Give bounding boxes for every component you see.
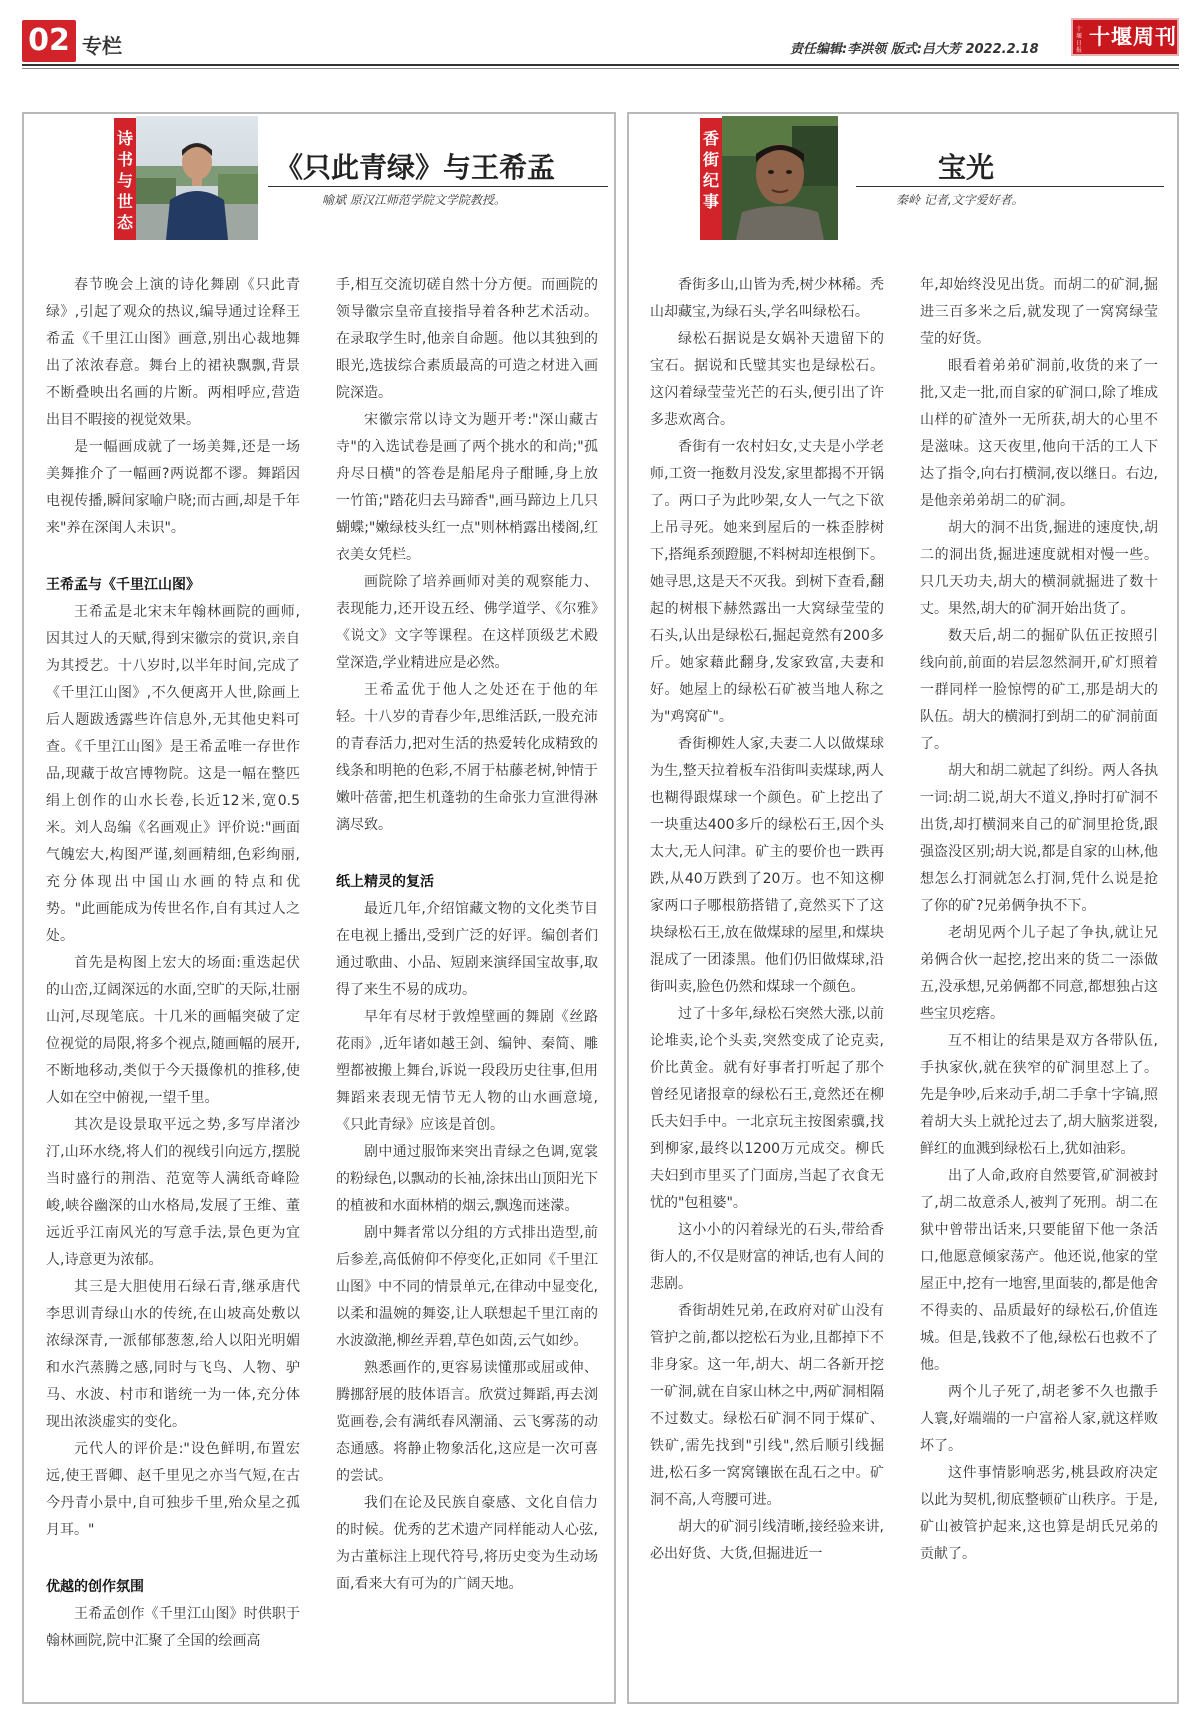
right-column-tag: 香街纪事	[700, 118, 722, 240]
paragraph: 王希孟是北宋末年翰林画院的画师,因其过人的天赋,得到宋徽宗的赏识,亲自为其授艺。十八岁时,以半年时间,完成了《千里江山图》,不久便离开人世,除画上后人题跋透露些许信息外,无其他史料可查。《千里江山图》是王希孟唯一存世作品,现藏于故宫博物院。这是一幅在整匹绢上创作的山水长卷,长近12米,宽0.5米。刘人岛编《名画观止》评价说:"画面气魄宏大,构图严谨,刻画精细,色彩绚丽,充分体现出中国山水画的特点和优势。"此画能成为传世名作,自有其过人之处。	[46, 604, 300, 944]
right-title-rule	[856, 186, 1164, 187]
paragraph: 剧中通过服饰来突出青绿之色调,宽裳的粉绿色,以飘动的长袖,涂抹出山顶阳光下的植被和水面林梢的烟云,飘逸而迷濛。	[336, 1144, 598, 1214]
masthead-subname: 十堰日报	[1076, 26, 1083, 54]
right-article-title: 宝光	[938, 151, 995, 184]
paragraph: 胡大的洞不出货,掘进的速度快,胡二的洞出货,掘进速度就相对慢一些。只几天功夫,胡大的横洞就掘进了数十丈。果然,胡大的矿洞开始出货了。	[920, 520, 1158, 617]
paragraph: 其次是设景取平远之势,多写岸渚沙汀,山环水绕,将人们的视线引向远方,摆脱当时盛行的荆浩、范宽等人满纸奇峰险峻,峡谷幽深的山水格局,发展了王维、董远近乎江南风光的写意手法,景色更为宜人,诗意更为浓郁。	[46, 1117, 300, 1268]
masthead-name: 十堰周刊	[1089, 24, 1177, 49]
section-title: 专栏	[82, 34, 122, 58]
paragraph: 熟悉画作的,更容易读懂那或屈或伸、腾挪舒展的肢体语言。欣赏过舞蹈,再去浏览画卷,会有满纸春风潮涌、云飞雾荡的动态通感。将静止物象活化,这应是一次可喜的尝试。	[336, 1360, 598, 1484]
paragraph: 宋徽宗常以诗文为题开考:"深山藏古寺"的入选试卷是画了两个挑水的和尚;"孤舟尽日横"的答卷是船尾舟子酣睡,身上放一竹笛;"踏花归去马蹄香",画马蹄边上几只蝴蝶;"嫩绿枝头红一点"则林梢露出楼阁,红衣美女凭栏。	[336, 412, 598, 563]
author-photo-left	[136, 116, 258, 240]
paragraph: 剧中舞者常以分组的方式排出造型,前后参差,高低俯仰不停变化,正如同《千里江山图》中不同的情景单元,在律动中显变化,以柔和温婉的舞姿,让人联想起千里江南的水波潋滟,柳丝弄碧,草色如茵,云气如纱。	[336, 1225, 598, 1349]
paragraph: 这小小的闪着绿光的石头,带给香街人的,不仅是财富的神话,也有人间的悲剧。	[650, 1222, 884, 1292]
left-article-byline: 喻斌 原汉江师范学院文学院教授。	[322, 193, 506, 207]
paragraph: 胡大和胡二就起了纠纷。两人各执一词:胡二说,胡大不道义,挣时打矿洞不出货,却打横洞来自己的矿洞里抢货,跟强盗没区别;胡大说,都是自家的山林,他想怎么打洞就怎么打洞,凭什么说是抢了你的矿?兄弟俩争执不下。	[920, 763, 1158, 914]
paragraph: 是一幅画成就了一场美舞,还是一场美舞推介了一幅画?两说都不谬。舞蹈因电视传播,瞬间家喻户晓;而古画,却是千年来"养在深闺人未识"。	[46, 439, 300, 536]
paragraph: 首先是构图上宏大的场面:重迭起伏的山峦,辽阔深远的水面,空旷的天际,壮丽山河,尽现笔底。十几米的画幅突破了定位视觉的局限,将多个视点,随画幅的展开,不断地移动,类似于今天摄像机的推移,使人如在空中俯视,一望千里。	[46, 955, 300, 1106]
paragraph: 香街有一农村妇女,丈夫是小学老师,工资一拖数月没发,家里都揭不开锅了。两口子为此吵架,女人一气之下欲上吊寻死。她来到屋后的一株歪脖树下,搭绳系颈蹬腿,不料树却连根倒下。她寻思,这是天不灭我。到树下查看,翻起的树根下赫然露出一大窝绿莹莹的石头,认出是绿松石,掘起竟然有200多斤。她家藉此翻身,发家致富,夫妻和好。她屋上的绿松石矿被当地人称之为"鸡窝矿"。	[650, 439, 884, 725]
paragraph: 老胡见两个儿子起了争执,就让兄弟俩合伙一起挖,挖出来的货二一添做五,没承想,兄弟俩都不同意,都想独占这些宝贝疙瘩。	[920, 925, 1158, 1022]
paragraph: 数天后,胡二的掘矿队伍正按照引线向前,前面的岩层忽然洞开,矿灯照着一群同样一脸惊愕的矿工,那是胡大的队伍。胡大的横洞打到胡二的矿洞前面了。	[920, 628, 1158, 752]
left-article-title: 《只此青绿》与王希孟	[275, 151, 556, 184]
paragraph: 画院除了培养画师对美的观察能力、表现能力,还开设五经、佛学道学、《尔雅》《说文》文字等课程。在这样顶级艺术殿堂深造,学业精进应是必然。	[336, 574, 598, 671]
masthead-logo	[1071, 18, 1179, 56]
right-article-column-2	[920, 272, 1158, 1568]
paragraph: 春节晚会上演的诗化舞剧《只此青绿》,引起了观众的热议,编导通过诠释王希孟《千里江山图》画意,别出心裁地舞出了浓浓春意。舞台上的裙袂飘飘,背景不断叠映出名画的片断。两相呼应,营造出目不暇接的视觉效果。	[46, 277, 300, 428]
paragraph: 年,却始终没见出货。而胡二的矿洞,掘进三百多米之后,就发现了一窝窝绿莹莹的好货。	[920, 277, 1158, 347]
paragraph: 王希孟创作《千里江山图》时供职于翰林画院,院中汇聚了全国的绘画高	[46, 1606, 300, 1649]
paragraph: 香街多山,山皆为秃,树少林稀。秃山却藏宝,为绿石头,学名叫绿松石。	[650, 277, 884, 320]
paragraph: 两个儿子死了,胡老爹不久也撒手人寰,好端端的一户富裕人家,就这样败坏了。	[920, 1384, 1158, 1454]
right-article-column-1	[650, 272, 884, 1568]
editor-credits: 责任编辑:李洪领 版式:吕大芳 2022.2.18	[790, 42, 1039, 57]
portrait-image	[722, 116, 838, 240]
subheading: 纸上精灵的复活	[336, 874, 434, 890]
paragraph: 手,相互交流切磋自然十分方便。而画院的领导徽宗皇帝直接指导着各种艺术活动。在录取学生时,他亲自命题。他以其独到的眼光,选拔综合素质最高的可造之材进入画院深造。	[336, 277, 598, 401]
left-article-column-1	[46, 272, 300, 1655]
paragraph: 这件事情影响恶劣,桃县政府决定以此为契机,彻底整顿矿山秩序。于是,矿山被管护起来,这也算是胡氏兄弟的贡献了。	[920, 1465, 1158, 1562]
paragraph: 胡大的矿洞引线清晰,接经验来讲,必出好货、大货,但掘进近一	[650, 1519, 884, 1562]
paragraph: 最近几年,介绍馆藏文物的文化类节目在电视上播出,受到广泛的好评。编创者们通过歌曲、小品、短剧来演绎国宝故事,取得了来生不易的成功。	[336, 901, 598, 998]
paragraph: 元代人的评价是:"设色鲜明,布置宏远,使王晋卿、赵千里见之亦当气短,在古今丹青小景中,自可独步千里,殆众星之孤月耳。"	[46, 1441, 300, 1538]
left-column-tag: 诗书与世态	[114, 118, 136, 240]
paragraph: 互不相让的结果是双方各带队伍,手执家伙,就在狭窄的矿洞里怼上了。先是争吵,后来动手,胡二手拿十字镐,照着胡大头上就抡过去了,胡大脑浆迸裂,鲜红的血溅到绿松石上,犹如油彩。	[920, 1033, 1158, 1157]
paragraph: 出了人命,政府自然要管,矿洞被封了,胡二故意杀人,被判了死刑。胡二在狱中曾带出话来,只要能留下他一条活口,他愿意倾家荡产。他还说,他家的堂屋正中,挖有一地窖,里面装的,都是他舍不得卖的、品质最好的绿松石,价值连城。但是,钱救不了他,绿松石也救不了他。	[920, 1168, 1158, 1373]
author-photo-right	[722, 116, 838, 240]
right-article-byline: 秦岭 记者,文字爱好者。	[896, 193, 1024, 207]
subheading: 王希孟与《千里江山图》	[46, 577, 200, 593]
portrait-image	[136, 116, 258, 240]
paragraph: 其三是大胆使用石绿石青,继承唐代李思训青绿山水的传统,在山坡高处敷以浓绿深青,一派郁郁葱葱,给人以阳光明媚和水汽蒸腾之感,同时与飞鸟、人物、驴马、水波、村市和谐统一为一体,充分体现出浓淡虚实的变化。	[46, 1279, 300, 1430]
paragraph: 眼看着弟弟矿洞前,收货的来了一批,又走一批,而自家的矿洞口,除了堆成山样的矿渣外一无所获,胡大的心里不是滋味。这天夜里,他向干活的工人下达了指令,向右打横洞,夜以继日。右边,是他亲弟弟胡二的矿洞。	[920, 358, 1158, 509]
paragraph: 绿松石据说是女娲补天遗留下的宝石。据说和氏璧其实也是绿松石。这闪着绿莹莹光芒的石头,便引出了许多悲欢离合。	[650, 331, 884, 428]
paragraph: 香街胡姓兄弟,在政府对矿山没有管护之前,都以挖松石为业,且都掉下不非身家。这一年,胡大、胡二各新开挖一矿洞,就在自家山林之中,两矿洞相隔不过数丈。绿松石矿洞不同于煤矿、铁矿,需先找到"引线",然后顺引线掘进,松石多一窝窝镶嵌在乱石之中。矿洞不高,人弯腰可进。	[650, 1303, 884, 1508]
paragraph: 香街柳姓人家,夫妻二人以做煤球为生,整天拉着板车沿街叫卖煤球,两人也糊得跟煤球一个颜色。矿上挖出了一块重达400多斤的绿松石王,因个头太大,无人问津。矿主的要价也一跌再跌,从40万跌到了20万。也不知这柳家两口子哪根筋搭错了,竟然买下了这块绿松石王,放在做煤球的屋里,和煤块混成了一团漆黑。他们仍旧做煤球,沿街叫卖,脸色仍然和煤球一个颜色。	[650, 736, 884, 995]
paragraph: 王希孟优于他人之处还在于他的年轻。十八岁的青春少年,思维活跃,一股充沛的青春活力,把对生活的热爱转化成精致的线条和明艳的色彩,不屑于枯藤老树,钟情于嫩叶蓓蕾,把生机蓬勃的生命张力宣泄得淋漓尽致。	[336, 682, 598, 833]
paragraph: 早年有尽材于敦煌壁画的舞剧《丝路花雨》,近年诸如越王剑、编钟、秦简、雕塑都被搬上舞台,诉说一段段历史往事,但用舞蹈来表现无情节无人物的山水画意境,《只此青绿》应该是首创。	[336, 1009, 598, 1133]
paragraph: 过了十多年,绿松石突然大涨,以前论堆卖,论个头卖,突然变成了论克卖,价比黄金。就有好事者打听起了那个曾经见诸报章的绿松石王,竟然还在柳氏夫妇手中。一北京玩主按图索骥,找到柳家,最终以1200万元成交。柳氏夫妇到市里买了门面房,当起了衣食无忧的"包租婆"。	[650, 1006, 884, 1211]
left-article-column-2	[336, 272, 598, 1598]
header-rule	[22, 64, 1179, 66]
paragraph: 我们在论及民族自豪感、文化自信力的时候。优秀的艺术遗产同样能动人心弦,为古董标注上现代符号,将历史变为生动场面,看来大有可为的广阔天地。	[336, 1495, 598, 1592]
subheading: 优越的创作氛围	[46, 1579, 144, 1595]
page-number: 02	[22, 20, 76, 62]
left-title-rule	[268, 186, 608, 187]
header-rule-thin	[22, 68, 1179, 69]
